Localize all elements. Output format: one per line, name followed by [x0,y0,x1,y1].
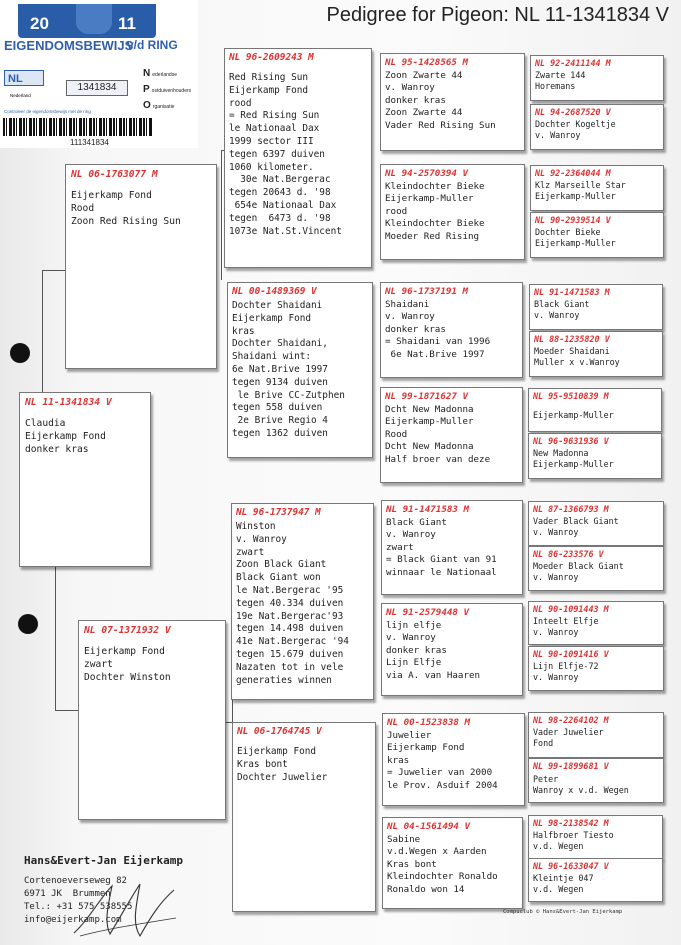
great-grandparent-box-7 [382,713,525,806]
gen4-box-10 [528,546,664,591]
gen4-box-13 [528,712,664,758]
pedigree-line: donker kras [386,644,447,656]
pedigree-line: Horemans [535,81,576,92]
page-title: Pedigree for Pigeon: NL 11-1341834 V [326,4,669,26]
pedigree-line: v. Wanroy [386,529,436,541]
ring-number: NL 96-1737947 M [236,507,321,518]
pedigree-line: v. Wanroy [535,130,581,141]
pedigree-line: Zoon Red Rising Sun [71,216,181,227]
ring-number: NL 95-1428565 M [385,57,468,68]
pedigree-line: tegen 14.498 duiven [236,623,344,635]
pedigree-line: Winston [236,521,276,532]
gen4-box-5 [529,284,663,330]
pedigree-line: 654e Nationaal Dax [229,199,337,211]
main-pigeon-box [19,392,151,567]
pedigree-line: New Madonna [533,448,589,458]
card-year-left: 20 [30,14,49,33]
binder-hole-bottom [18,614,38,634]
pedigree-line: kras [232,325,255,337]
connector-line [42,270,43,392]
pedigree-line: v. Wanroy [534,310,580,321]
ring-number: NL 96-9631936 V [533,436,609,446]
ring-number: NL 88-1235820 V [534,334,610,344]
pedigree-line: tegen 6397 duiven [229,148,325,160]
pedigree-line: v. Wanroy [385,82,435,94]
ring-number: NL 92-2364044 M [535,168,611,178]
pedigree-line: le Prov. Asduif 2004 [387,779,498,791]
pedigree-line: Eijerkamp-Muller [535,191,616,202]
software-credit: Compuclub © Hans&Evert-Jan Eijerkamp [503,909,623,915]
pedigree-line: Rood [71,203,95,214]
ring-number: NL 96-2609243 M [229,52,314,63]
pedigree-line: Eijerkamp Fond [232,312,312,324]
signature-icon [70,878,180,940]
gen4-box-16 [528,858,663,902]
connector-line [55,710,79,711]
pedigree-line: Eijerkamp Fond [71,190,152,201]
pedigree-line: Eijerkamp Fond [387,742,465,754]
pedigree-line: Eijerkamp Fond [229,84,309,96]
ring-number: NL 90-1091443 M [533,604,609,614]
org-n-text: ederlandse [152,72,177,78]
pedigree-line: Black Giant [534,299,590,309]
pedigree-line: v. Wanroy [533,627,579,638]
pedigree-line: zwart [236,546,265,558]
pedigree-line: 2e Brive Regio 4 [232,415,328,427]
pedigree-line: le Nationaal Dax [229,123,320,135]
owner-address: Cortenoeverseweg 82 [24,876,127,886]
grandparent-box-1 [224,48,372,268]
ring-number: NL 96-1633047 V [533,861,609,871]
pedigree-line: v.d. Wegen [533,884,584,895]
gen4-box-12 [528,646,664,691]
card-control-text: Controleer de eigendomsbewijs met de ring [4,109,91,114]
pedigree-line: Kleindochter Bieke [385,218,485,230]
pedigree-line: v.d. Wegen [533,841,584,852]
owner-phone: Tel.: +31 575 538555 [24,902,133,912]
ring-number: NL 91-1471583 M [386,504,469,515]
pedigree-line: Kras bont [387,858,437,870]
pedigree-line: Eijerkamp-Muller [535,238,616,249]
pedigree-line: donker kras [385,323,446,335]
pedigree-line: Black Giant [386,517,447,528]
pedigree-line: rood [229,97,252,109]
ring-number: NL 11-1341834 V [25,397,112,408]
pedigree-line: Dochter Shaidani, [232,338,328,350]
gen4-box-8 [528,433,662,479]
ring-number: NL 98-2138542 M [533,818,609,828]
pedigree-line: Zoon Black Giant [236,559,327,571]
pedigree-line: generaties winnen [236,674,332,686]
org-o-text: rganisatie [152,104,175,110]
emblem-icon [76,4,112,34]
ring-number: NL 95-9510839 M [533,391,609,401]
ring-number: NL 92-2411144 M [535,58,611,68]
org-o-letter: O [143,100,151,111]
connector-line [42,270,67,271]
ring-number: NL 99-1871627 V [385,391,468,402]
pedigree-line: 1999 sector III [229,135,314,147]
pedigree-line: Dcht New Madonna [385,404,474,415]
pedigree-line: via A. van Haaren [386,669,481,681]
connector-line [221,150,222,280]
pedigree-line: zwart [84,659,113,670]
pedigree-line: Zoon Zwarte 44 [385,107,463,119]
ring-number: NL 07-1371932 V [84,625,171,636]
pedigree-line: le Nat.Bergerac '95 [236,584,344,596]
parent-box-father [65,164,217,369]
ring-number: NL 98-2264102 M [533,715,609,725]
pedigree-line: tegen 20643 d. '98 [229,187,331,199]
pedigree-line: Vader Red Rising Sun [385,119,496,131]
pedigree-line: Dcht New Madonna [385,441,474,453]
great-grandparent-box-1 [380,53,525,151]
pedigree-line: Nazaten tot in vele [236,661,344,673]
pedigree-line: Vader Black Giant [533,516,619,526]
pedigree-line: Wanroy x v.d. Wegen [533,785,629,796]
binder-hole-top [10,343,30,363]
pedigree-line: Dochter Bieke [535,227,601,237]
card-org-n [143,68,177,79]
pedigree-line: Half broer van deze [385,453,491,465]
great-grandparent-box-8 [382,817,523,909]
pedigree-line: Moeder Black Giant [533,561,624,571]
ring-number: NL 94-2687520 V [535,107,611,117]
ring-number: NL 00-1523838 M [387,717,470,728]
pedigree-line: Kleindochter Bieke [385,181,485,192]
gen4-box-9 [528,501,664,546]
pedigree-line: Sabine [387,834,421,845]
ring-number: NL 94-2570394 V [385,168,468,179]
grandparent-box-2 [227,282,373,458]
org-n-letter: N [143,68,151,79]
grandparent-box-3 [231,503,374,700]
pedigree-line: Dochter Winston [84,672,171,683]
pedigree-line: tegen 40.334 duiven [236,597,344,609]
card-org-p [143,84,191,95]
grandparent-box-4 [232,722,376,912]
pedigree-line: kras [387,754,410,766]
gen4-box-2 [530,104,664,150]
gen4-box-6 [529,331,663,377]
ring-number: NL 87-1366793 M [533,504,609,514]
pedigree-line: v.d.Wegen x Aarden [387,846,487,858]
gen4-box-11 [528,601,664,645]
ring-number: NL 04-1561494 V [387,821,470,832]
pedigree-line: donker kras [385,94,446,106]
gen4-box-15 [528,815,663,859]
barcode-text: 111341834 [70,138,109,147]
org-p-letter: P [143,84,150,95]
pedigree-line: Eijerkamp-Muller [533,410,614,420]
ring-number: NL 00-1489369 V [232,286,317,297]
pedigree-line: 1073e Nat.St.Vincent [229,225,342,237]
ring-number: NL 91-2579448 V [386,607,469,618]
pedigree-line: Red Rising Sun [229,72,309,83]
ownership-card [0,0,198,148]
pedigree-line: v. Wanroy [386,632,436,644]
great-grandparent-box-3 [380,282,523,378]
pedigree-line: = Black Giant van 91 [386,554,497,566]
gen4-box-7 [528,388,662,432]
ring-number: NL 06-1763077 M [71,169,158,180]
pedigree-line: zwart [386,541,414,553]
pedigree-line: 1060 kilometer. [229,161,314,173]
gen4-box-14 [528,758,664,803]
pedigree-line: Juwelier [387,730,432,741]
pedigree-line: Muller x v.Wanroy [534,357,620,368]
pigeon-name: Claudia [25,418,66,429]
org-p-text: ostduivenhouders [151,88,192,94]
card-ring-number: 1341834 [66,80,128,96]
card-nl-small: Nederland [10,93,31,98]
pedigree-line: 19e Nat.Bergerac'93 [236,610,344,622]
pedigree-line: Dochter Kogeltje [535,119,616,129]
card-header-suffix: v/d RING [127,38,178,52]
card-org-o [143,100,174,111]
great-grandparent-box-5 [381,500,523,595]
card-country: NL [4,70,44,86]
card-year-right: 11 [118,14,136,33]
gen4-box-1 [530,55,664,101]
ring-number: NL 90-2939514 V [535,215,611,225]
pedigree-line: 30e Nat.Bergerac [229,174,331,186]
pedigree-line: Klz Marseille Star [535,180,626,190]
pedigree-line: Vader Juwelier [533,727,604,737]
ring-number: NL 96-1737191 M [385,286,468,297]
pedigree-line: Eijerkamp-Muller [385,416,474,428]
pedigree-line: Inteelt Elfje [533,616,599,626]
barcode [3,118,153,136]
pedigree-line: Eijerkamp Fond [237,746,317,757]
pedigree-line: winnaar le Nationaal [386,566,497,578]
ring-number: NL 99-1899681 V [533,761,609,771]
pedigree-line: tegen 9134 duiven [232,376,328,388]
pigeon-breeder: Eijerkamp Fond [25,431,106,442]
pedigree-line: le Brive CC-Zutphen [232,389,345,401]
ring-number: NL 86-233576 V [533,549,604,559]
pedigree-line: Zwarte 144 [535,70,586,80]
ring-number: NL 06-1764745 V [237,726,322,737]
pedigree-line: v. Wanroy [236,533,287,545]
pedigree-line: tegen 6473 d. '98 [229,212,331,224]
pedigree-line: Moeder Shaidani [534,346,610,356]
connector-line [55,567,56,710]
pedigree-line: = Juwelier van 2000 [387,767,493,779]
pedigree-line: Dochter Shaidani [232,300,323,311]
pedigree-line: Kras bont [237,758,288,770]
pedigree-line: v. Wanroy [533,572,579,583]
card-logo [18,4,156,38]
pedigree-line: Eijerkamp-Muller [385,193,474,205]
pedigree-line: v. Wanroy [385,311,435,323]
pedigree-line: rood [385,205,408,217]
pedigree-line: Ronaldo won 14 [387,883,465,895]
pedigree-line: Rood [385,428,408,440]
pedigree-line: Zoon Zwarte 44 [385,70,463,81]
parent-box-mother [78,620,226,820]
great-grandparent-box-4 [380,387,523,483]
pedigree-line: tegen 558 duiven [232,402,323,414]
pedigree-line: v. Wanroy [533,672,579,683]
pedigree-line: Black Giant won [236,572,321,584]
pedigree-line: Fond [533,738,554,749]
pedigree-line: 6e Nat.Brive 1997 [232,363,328,375]
owner-name: Hans&Evert-Jan Eijerkamp [24,854,183,867]
owner-city: 6971 JK Brummen [24,889,111,899]
pedigree-line: Halfbroer Tiesto [533,830,614,840]
pedigree-line: Kleintje 047 [533,873,594,883]
pedigree-line: Peter [533,774,559,784]
pedigree-line: tegen 1362 duiven [232,427,328,439]
pedigree-line: 6e Nat.Brive 1997 [385,348,485,360]
pedigree-line: Moeder Red Rising [385,230,480,242]
pedigree-line: Lijn Elfje [386,657,442,669]
pedigree-line: Dochter Juwelier [237,771,328,783]
ring-number: NL 90-1091416 V [533,649,609,659]
gen4-box-3 [530,165,664,211]
owner-email: info@eijerkamp.com [24,915,122,925]
pedigree-line: tegen 15.679 duiven [236,648,344,660]
pedigree-line: Eijerkamp Fond [84,646,165,657]
gen4-box-4 [530,212,664,258]
ring-number: NL 91-1471583 M [534,287,610,297]
great-grandparent-box-2 [380,164,525,260]
great-grandparent-box-6 [381,603,523,696]
pedigree-line: Eijerkamp-Muller [533,459,614,470]
pedigree-line: Kleindochter Ronaldo [387,871,498,883]
pedigree-line: Shaidani [385,299,430,310]
pedigree-line: Shaidani wint: [232,351,312,363]
pedigree-line: v. Wanroy [533,527,579,538]
pedigree-line: = Red Rising Sun [229,110,320,122]
pedigree-line: 41e Nat.Bergerac '94 [236,636,349,648]
pedigree-line: Lijn Elfje-72 [533,661,599,671]
pedigree-line: = Shaidani van 1996 [385,336,491,348]
pigeon-color: donker kras [25,444,89,455]
card-header-text: EIGENDOMSBEWIJS [4,38,134,53]
pedigree-line: lijn elfje [386,620,442,631]
